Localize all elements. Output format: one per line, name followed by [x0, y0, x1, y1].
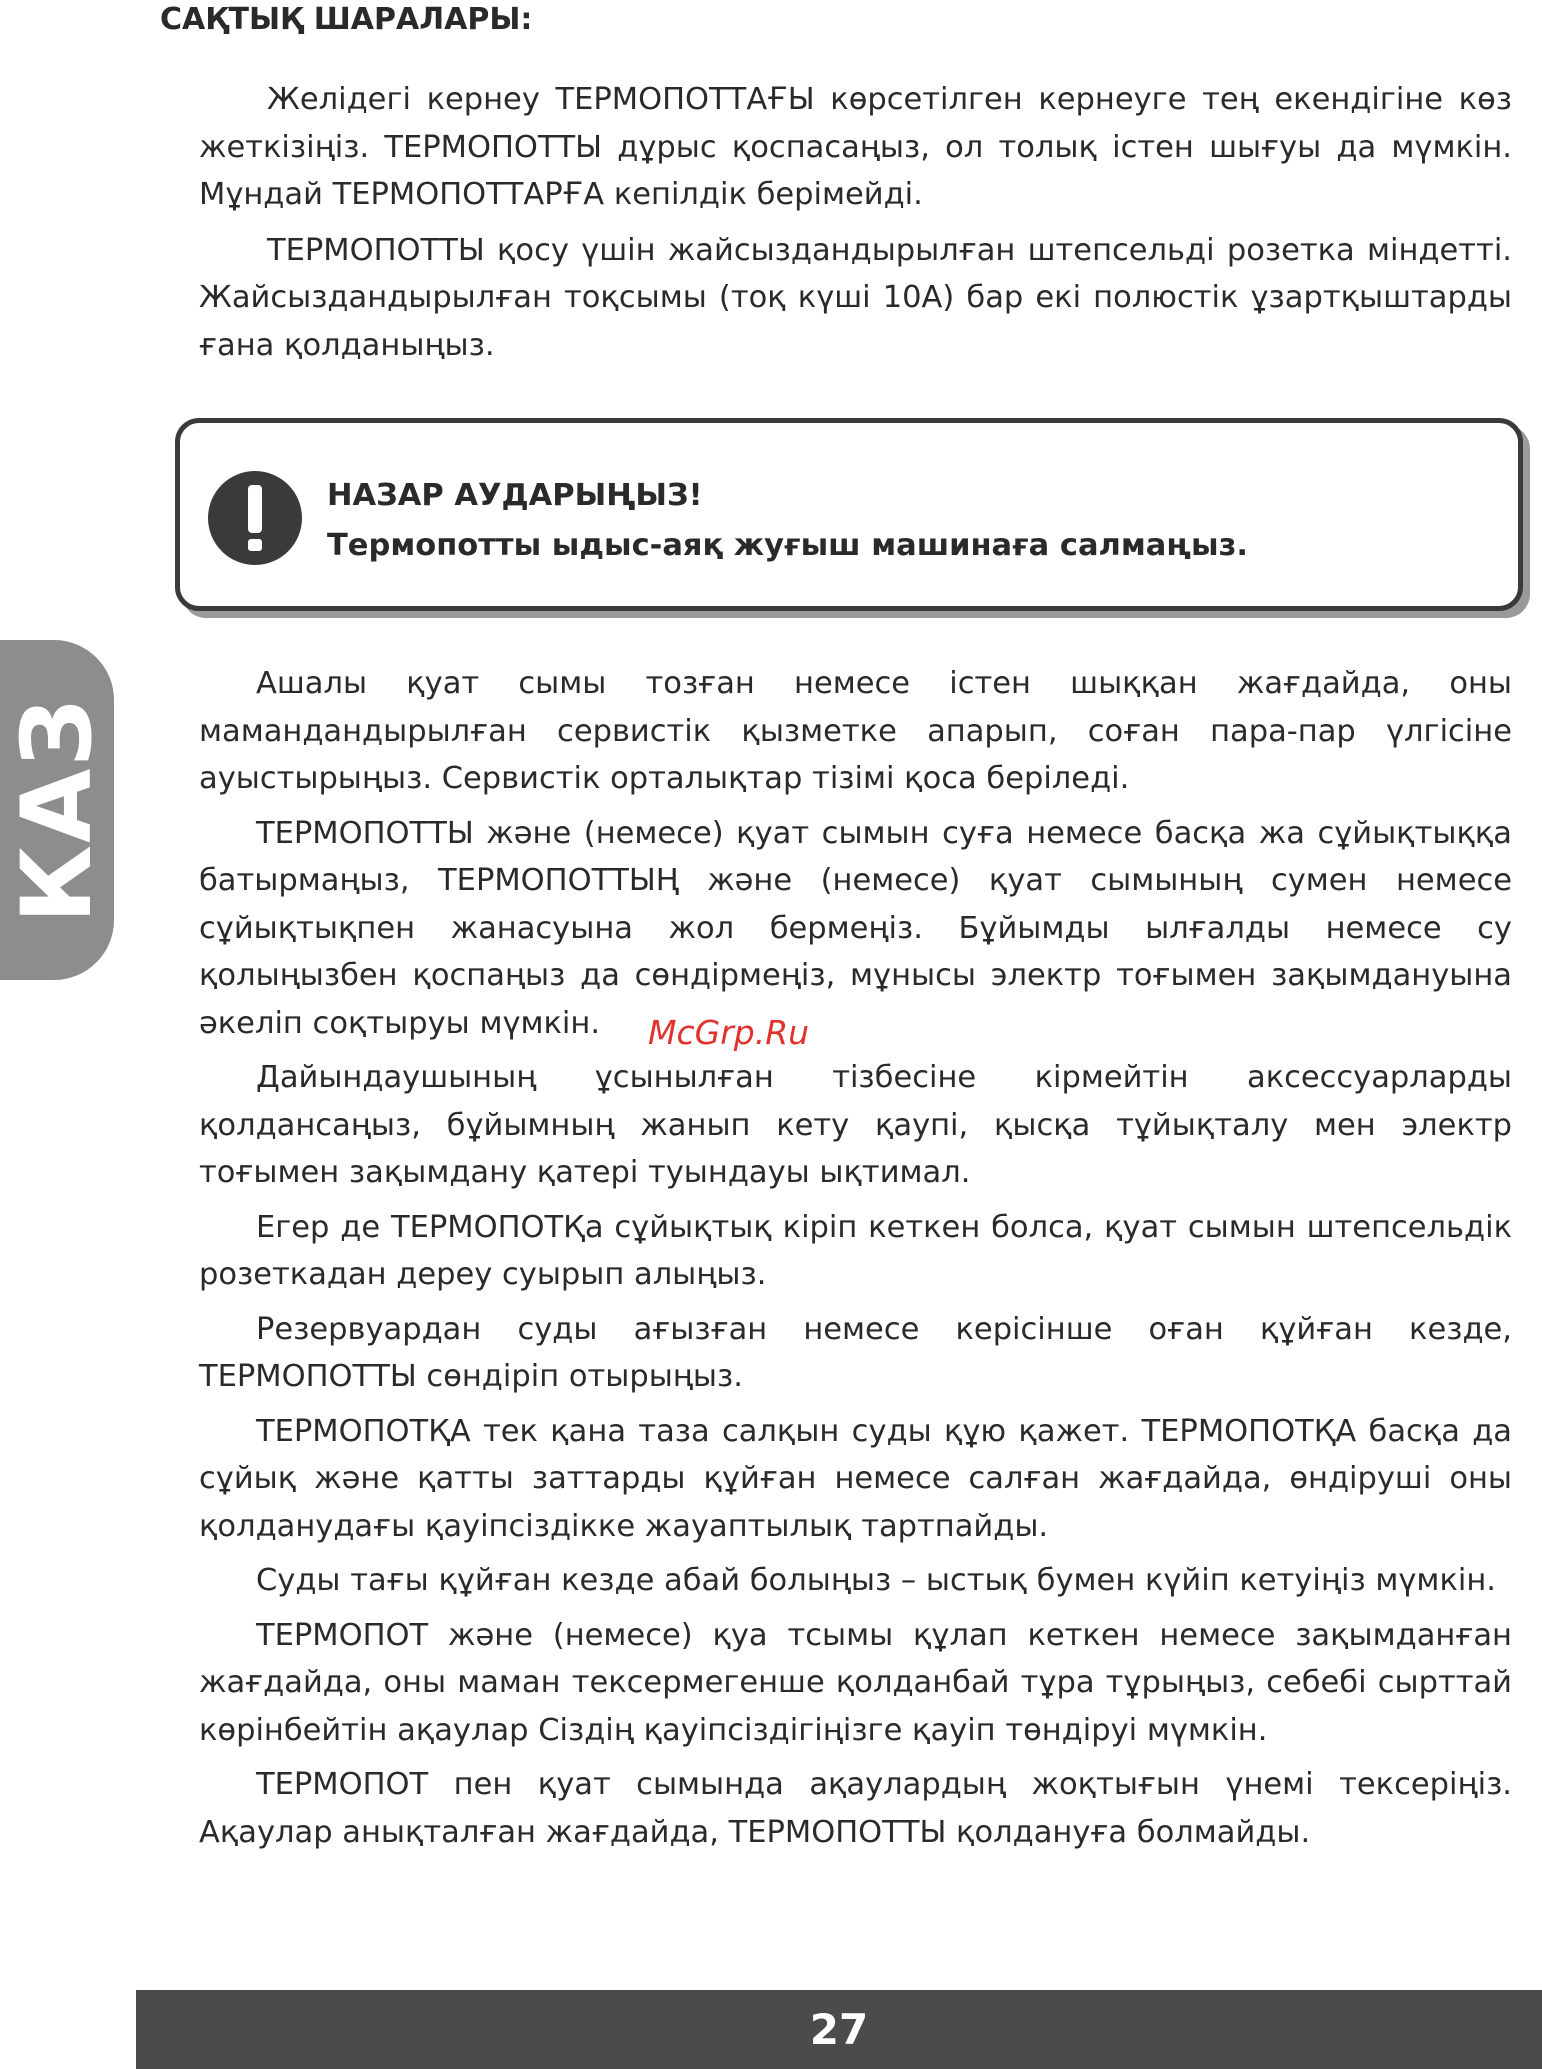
- footer-bar: [136, 1990, 1542, 2069]
- paragraph: ТЕРМОПОТТЫ қосу үшін жайсыздандырылған штепсельді розетка міндетті. Жайсыздандырылған тоқсымы (тоқ күші 10А) бар екі полюстік ұзартқыштарды ғана қолданыңыз.: [199, 232, 1512, 363]
- warning-text: Термопотты ыдыс-аяқ жуғыш машинаға салмаңыз.: [327, 528, 1248, 563]
- warning-title: НАЗАР АУДАРЫҢЫЗ!: [327, 478, 703, 513]
- intro-text: [199, 76, 1512, 369]
- paragraph: ТЕРМОПОТ пен қуат сымында ақаулардың жоқтығын үнемі тексеріңіз. Ақаулар анықталған жағдайда, ТЕРМОПОТТЫ қолдануға болмайды.: [199, 1767, 1512, 1850]
- paragraph: Суды тағы құйған кезде абай болыңыз – ыстық бумен күйіп кетуіңіз мүмкін.: [256, 1563, 1496, 1598]
- language-tab-label: КАЗ: [1, 696, 113, 924]
- body-text: [199, 660, 1512, 1856]
- paragraph: Дайындаушының ұсынылған тізбесіне кірмейтін аксессуарларды қолдансаңыз, бұйымның жанып кету қаупі, қысқа тұйықталу мен электр тоғымен зақымдану қатері туындауы ықтимал.: [199, 1060, 1512, 1190]
- paragraph: ТЕРМОПОТҚА тек қана таза салқын суды құю қажет. ТЕРМОПОТҚА басқа да сұйық және қатты заттарды құйған немесе салған жағдайда, өндіруші оны қолданудағы қауіпсіздікке жауаптылық тартпайды.: [199, 1413, 1512, 1544]
- paragraph: ТЕРМОПОТ және (немесе) қуа тсымы құлап кеткен немесе зақымданған жағдайда, оны маман тексермегенше қолданбай тұра тұрыңыз, себебі сырттай көрінбейтін ақаулар Сіздің қауіпсіздігіңізге қауіп төндіруі мүмкін.: [199, 1617, 1512, 1748]
- paragraph: Желідегі кернеу ТЕРМОПОТТАҒЫ көрсетілген кернеуге тең екендігіне көз жеткізіңіз. ТЕРМОПОТТЫ дұрыс қоспасаңыз, ол толық істен шығуы да мүмкін. Мұндай ТЕРМОПОТТАРҒА кепілдік берімейді.: [199, 82, 1512, 212]
- language-tab: [0, 640, 114, 980]
- paragraph: Ашалы қуат сымы тозған немесе істен шыққан жағдайда, оны мамандандырылған сервистік қызметке апарып, соған пара-пар үлгісіне ауыстырыңыз. Сервистік орталықтар тізімі қоса беріледі.: [199, 666, 1512, 796]
- section-heading: САҚТЫҚ ШАРАЛАРЫ:: [160, 2, 533, 37]
- page-number: 27: [809, 2005, 869, 2054]
- paragraph: Резервуардан суды ағызған немесе керісінше оған құйған кезде, ТЕРМОПОТТЫ сөндіріп отырыңыз.: [199, 1311, 1512, 1394]
- watermark: McGrp.Ru: [648, 1013, 810, 1052]
- exclamation-icon: [208, 471, 302, 565]
- warning-box: [175, 418, 1523, 611]
- paragraph: Егер де ТЕРМОПОТҚа сұйықтық кіріп кеткен болса, қуат сымын штепсельдік розеткадан дереу суырып алыңыз.: [199, 1209, 1512, 1292]
- paragraph: ТЕРМОПОТТЫ және (немесе) қуат сымын суға немесе басқа жа сұйықтыққа батырмаңыз, ТЕРМОПОТТЫҢ және (немесе) қуат сымының сумен немесе сұйықтықпен жанасуына жол бермеңіз. Бұйымды ылғалды немесе су қолыңызбен қоспаңыз да сөндірмеңіз, мұнысы электр тоғымен зақымдануына әкеліп соқтыруы мүмкін.: [199, 815, 1512, 1041]
